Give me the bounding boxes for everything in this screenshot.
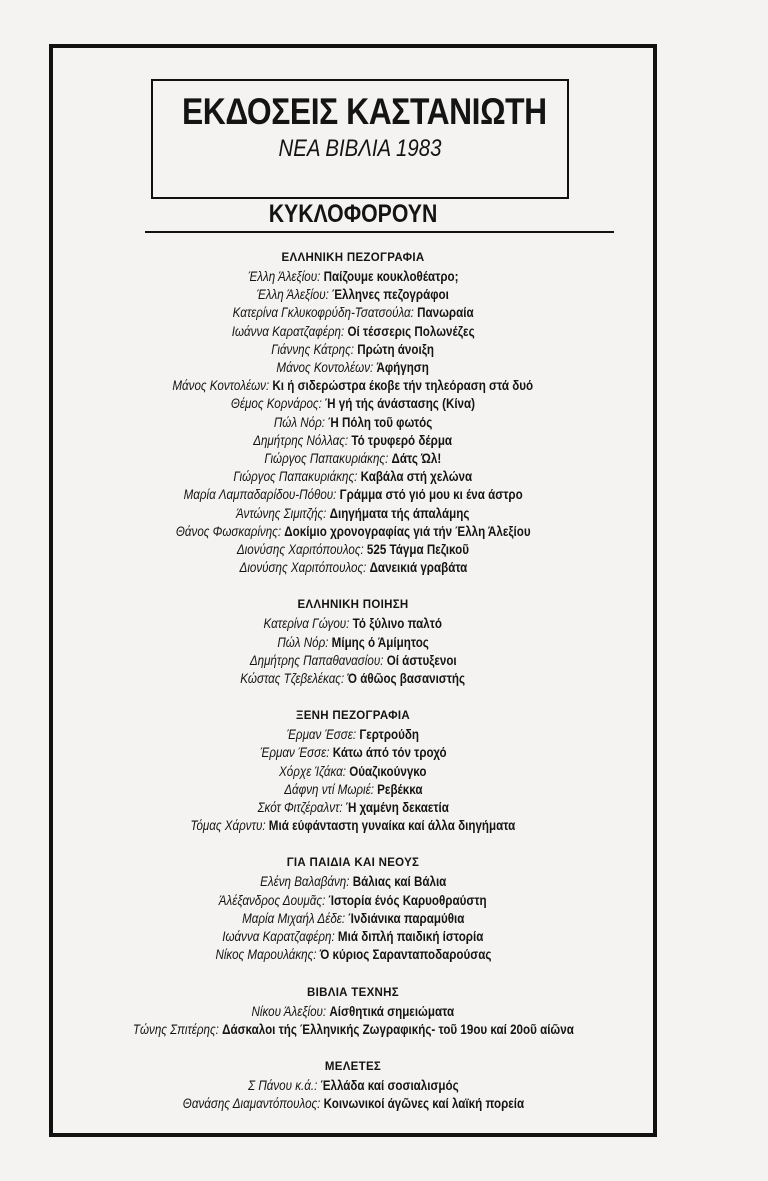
book-author: Τώνης Σπιτέρης: <box>132 1021 219 1037</box>
book-author: Έλλη Άλεξίου: <box>247 269 321 284</box>
book-entry-text <box>191 817 516 835</box>
book-entry-text <box>248 268 458 286</box>
book-author: Νίκου Άλεξίου: <box>251 1003 327 1019</box>
book-entry <box>53 1095 653 1113</box>
book-entry-text <box>231 395 475 413</box>
book-author: Πώλ Νόρ: <box>273 414 325 430</box>
book-author: Ιωάννα Καρατζαφέρη: <box>222 929 335 945</box>
book-author: Θανάσης Διαμαντόπουλος: <box>182 1096 320 1112</box>
book-entry <box>53 541 653 559</box>
book-entry <box>53 744 653 762</box>
book-entry-text <box>277 634 428 652</box>
catalog-list <box>53 250 653 1133</box>
book-entry <box>53 1077 653 1095</box>
book-entry <box>53 304 653 322</box>
book-title: Μιά διπλή παιδική ίστορία <box>338 929 484 945</box>
book-author: Άντώνης Σιμιτζής: <box>236 505 327 521</box>
book-author: Ελένη Βαλαβάνη: <box>259 874 350 890</box>
book-entry <box>53 414 653 432</box>
book-entry-text <box>232 323 475 341</box>
book-author: Πώλ Νόρ: <box>277 634 329 650</box>
book-entry-text <box>272 341 435 359</box>
book-author: Γιώργος Παπακυριάκης: <box>264 451 389 467</box>
publisher-header-box <box>151 79 569 199</box>
book-entry-text <box>233 304 474 322</box>
book-entry-text <box>241 670 466 688</box>
book-title: Παίζουμε κουκλοθέατρο; <box>323 269 459 284</box>
book-title: Δοκίμιο χρονογραφίας γιά τήν Έλλη Άλεξίου <box>284 523 531 539</box>
book-author: Σ Πάνου κ.ά.: <box>247 1077 317 1093</box>
book-entry-text <box>252 1003 455 1021</box>
page-frame <box>49 44 657 1137</box>
book-title: Ό άθῶος βασανιστής <box>347 671 466 687</box>
catalog-section <box>53 1059 653 1113</box>
book-author: Θέμος Κορνάρος: <box>230 396 322 412</box>
book-entry <box>53 726 653 744</box>
book-entry <box>53 781 653 799</box>
book-entry <box>53 468 653 486</box>
book-entry <box>53 486 653 504</box>
book-entry <box>53 1021 653 1039</box>
page-heading: ΚΥΚΛΟΦΟΡΟΥΝ <box>268 200 438 228</box>
book-title: Οί άστυξενοι <box>386 652 457 668</box>
book-title: Μιά εύφάνταστη γυναίκα καί άλλα διηγήματα <box>268 818 516 834</box>
book-author: Διονύσης Χαριτόπουλος: <box>236 542 364 558</box>
book-title: Ούαζικούνγκο <box>349 763 427 779</box>
book-entry-text <box>279 763 426 781</box>
book-title: Αίσθητικά σημειώματα <box>329 1003 455 1019</box>
book-entry <box>53 432 653 450</box>
book-entry-text <box>219 892 487 910</box>
book-title: Κοινωνικοί άγῶνες καί λαϊκή πορεία <box>323 1096 524 1112</box>
section-title: ΜΕΛΕΤΕΣ <box>324 1060 382 1073</box>
book-author: Τόμας Χάρντυ: <box>190 818 266 834</box>
book-entry-text <box>257 799 448 817</box>
section-title: ΕΛΛΗΝΙΚΗ ΠΟΙΗΣΗ <box>297 599 409 612</box>
book-entry-text <box>182 1095 523 1113</box>
book-title: Έλληνες πεζογράφοι <box>332 287 450 303</box>
book-entry <box>53 450 653 468</box>
book-entry <box>53 615 653 633</box>
book-author: Σκότ Φιτζέραλντ: <box>257 800 343 816</box>
book-entry-text <box>215 946 491 964</box>
book-entry-text <box>173 377 534 395</box>
book-entry <box>53 910 653 928</box>
book-title: Ό κύριος Σαρανταποδαρούσας <box>319 947 491 963</box>
book-entry-text <box>260 744 446 762</box>
book-title: Ή χαμένη δεκαετία <box>345 800 449 816</box>
section-title: ΞΕΝΗ ΠΕΖΟΓΡΑΦΙΑ <box>296 710 410 723</box>
book-author: Νίκος Μαρουλάκης: <box>215 947 317 963</box>
section-title: ΓΙΑ ΠΑΙΔΙΑ ΚΑΙ ΝΕΟΥΣ <box>286 857 420 870</box>
book-entry-text <box>239 559 467 577</box>
book-entry-text <box>257 286 449 304</box>
book-entry-text <box>277 359 429 377</box>
book-entry <box>53 799 653 817</box>
book-title: Γερτρούδη <box>359 727 420 743</box>
book-title: Κι ή σιδερώστρα έκοβε τήν τηλεόραση στά δυό <box>272 378 534 394</box>
book-title: Βάλιας καί Βάλια <box>352 874 447 890</box>
book-title: Δάσκαλοι τής Έλληνικής Ζωγραφικής- τοῦ 19ου καί 20οῦ αίῶνα <box>221 1021 574 1037</box>
book-entry-text <box>237 541 469 559</box>
book-entry <box>53 928 653 946</box>
book-author: Έλλη Άλεξίου: <box>256 287 330 303</box>
book-author: Διονύσης Χαριτόπουλος: <box>239 560 366 576</box>
book-entry <box>53 377 653 395</box>
book-title: Δανεικιά γραβάτα <box>369 560 467 576</box>
book-author: Μαρία Λαμπαδαρίδου-Πόθου: <box>183 487 337 503</box>
book-author: Ιωάννα Καρατζαφέρη: <box>231 323 345 339</box>
book-title: 525 Τάγμα Πεζικοῦ <box>367 542 470 558</box>
book-entry <box>53 670 653 688</box>
book-author: Κατερίνα Γώγου: <box>263 616 350 632</box>
book-title: Ρεβέκκα <box>376 781 423 797</box>
book-entry <box>53 652 653 670</box>
book-author: Μάνος Κοντολέων: <box>276 360 374 376</box>
book-title: Ή γή τής άνάστασης (Κίνα) <box>325 396 476 412</box>
section-title: ΒΙΒΛΙΑ ΤΕΧΝΗΣ <box>307 986 399 999</box>
book-title: Καβάλα στή χελώνα <box>360 469 473 485</box>
book-entry <box>53 817 653 835</box>
book-author: Δάφνη ντί Μωριέ: <box>283 781 374 797</box>
book-entry <box>53 323 653 341</box>
book-entry-text <box>264 615 442 633</box>
book-entry <box>53 268 653 286</box>
book-entry <box>53 634 653 652</box>
book-entry-text <box>274 414 432 432</box>
book-entry <box>53 946 653 964</box>
catalog-section <box>53 250 653 577</box>
catalog-section <box>53 985 653 1039</box>
book-author: Μαρία Μιχαήλ Δέδε: <box>241 910 345 926</box>
book-title: Ή Πόλη τοῦ φωτός <box>328 414 433 430</box>
book-entry-text <box>133 1021 574 1039</box>
book-author: Δημήτρης Παπαθανασίου: <box>249 652 384 668</box>
book-entry-text <box>248 1077 459 1095</box>
book-title: Πρώτη άνοιξη <box>357 341 435 357</box>
book-entry <box>53 505 653 523</box>
book-entry <box>53 341 653 359</box>
book-author: Γιάννης Κάτρης: <box>271 341 355 357</box>
catalog-section <box>53 597 653 688</box>
book-entry-text <box>176 523 531 541</box>
book-entry <box>53 892 653 910</box>
book-entry <box>53 286 653 304</box>
book-author: Έρμαν Έσσε: <box>286 727 357 743</box>
book-entry-text <box>183 486 522 504</box>
book-entry <box>53 873 653 891</box>
book-title: Διηγήματα τής άπαλάμης <box>329 505 470 521</box>
book-entry <box>53 1003 653 1021</box>
book-title: Δάτς Ώλ! <box>391 451 442 467</box>
book-title: Έλλάδα καί σοσιαλισμός <box>320 1077 459 1093</box>
book-title: Ίνδιάνικα παραμύθια <box>348 910 465 926</box>
section-title: ΕΛΛΗΝΙΚΗ ΠΕΖΟΓΡΑΦΙΑ <box>281 252 425 264</box>
book-author: Γιώργος Παπακυριάκης: <box>233 469 358 485</box>
book-author: Κατερίνα Γκλυκοφρύδη-Τσατσούλα: <box>232 305 414 321</box>
book-entry <box>53 559 653 577</box>
book-entry-text <box>254 432 453 450</box>
book-title: Οί τέσσερις Πολωνέζες <box>347 323 475 339</box>
book-author: Χόρχε Ίζάκα: <box>279 763 347 779</box>
catalog-section <box>53 708 653 835</box>
book-entry-text <box>236 505 469 523</box>
book-title: Τό ξύλινο παλτό <box>352 616 443 632</box>
book-author: Θάνος Φωσκαρίνης: <box>175 523 281 539</box>
book-title: Τό τρυφερό δέρμα <box>351 432 453 448</box>
book-entry <box>53 359 653 377</box>
book-author: Άλέξανδρος Δουμᾶς: <box>219 892 326 908</box>
catalog-section <box>53 855 653 964</box>
book-entry <box>53 523 653 541</box>
book-author: Μάνος Κοντολέων: <box>172 378 270 394</box>
book-entry-text <box>222 928 483 946</box>
book-entry-text <box>287 726 419 744</box>
book-entry <box>53 763 653 781</box>
book-entry-text <box>234 468 473 486</box>
book-entry <box>53 395 653 413</box>
book-entry-text <box>260 873 446 891</box>
book-title: Γράμμα στό γιό μου κι ένα άστρο <box>339 487 523 503</box>
book-entry-text <box>250 652 457 670</box>
catalog-subtitle: ΝΕΑ ΒΙΒΛΙΑ 1983 <box>278 135 442 162</box>
book-title: Μίμης ό Άμίμητος <box>331 634 429 650</box>
book-entry-text <box>265 450 442 468</box>
book-title: Άφήγηση <box>376 360 430 376</box>
book-author: Έρμαν Έσσε: <box>259 745 330 761</box>
book-title: Πανωραία <box>417 305 474 321</box>
heading-divider <box>145 231 614 233</box>
book-title: Κάτω άπό τόν τροχό <box>332 745 447 761</box>
book-entry-text <box>242 910 464 928</box>
book-entry-text <box>284 781 422 799</box>
publisher-name: ΕΚΔΟΣΕΙΣ ΚΑΣΤΑΝΙΩΤΗ <box>181 91 547 132</box>
book-title: Ίστορία ένός Καρυοθραύστη <box>328 892 487 908</box>
book-author: Δημήτρης Νόλλας: <box>253 432 349 448</box>
book-author: Κώστας Τζεβελέκας: <box>240 671 345 687</box>
